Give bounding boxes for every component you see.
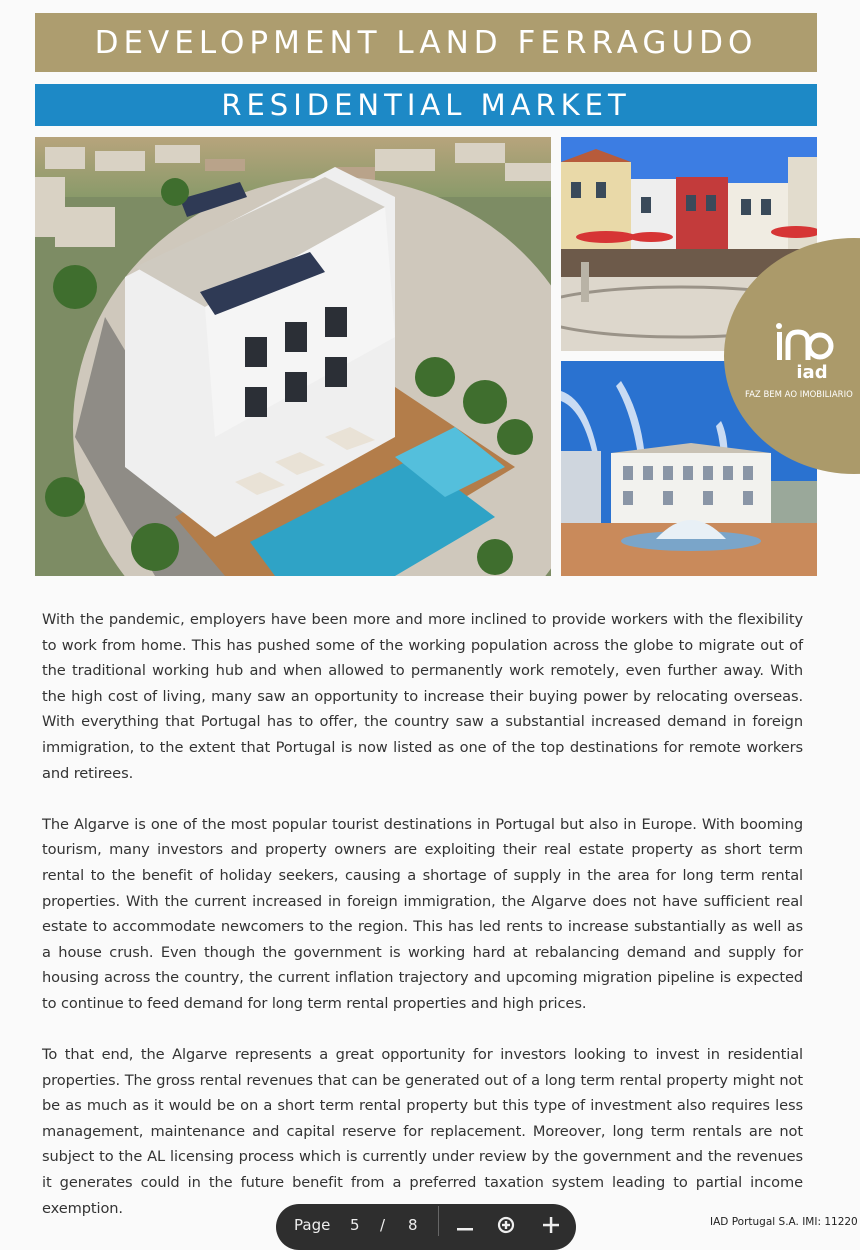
footer-license-note: IAD Portugal S.A. IMI: 11220 xyxy=(710,1216,858,1228)
article-body xyxy=(42,607,803,1247)
page-current[interactable]: 5 xyxy=(350,1216,360,1234)
zoom-out-icon[interactable] xyxy=(454,1214,476,1236)
zoom-in-icon[interactable] xyxy=(540,1214,562,1236)
iad-logo-icon xyxy=(772,320,834,368)
brand-tagline: FAZ BEM AO IMOBILIÁRIO xyxy=(745,390,853,400)
page-navigator xyxy=(276,1204,576,1250)
subtitle-banner xyxy=(35,84,817,126)
paragraph-algarve-tourism: The Algarve is one of the most popular tourist destinations in Portugal but also in Europe. With booming tourism, many investors and property owners are exploiting their real estate property as short term rental to the benefit of holiday seekers, causing a shortage of supply in the area for long term rental properties. With the current increased in foreign immigration, the Algarve does not have sufficient real estate to accommodate newcomers to the region. This has led rents to increase substantially as well as a house crush. Even though the government is working hard at rebalancing demand and supply for housing across the country, the current inflation trajectory and upcoming migration pipeline is expected to continue to feed demand for long term rental properties and high prices. xyxy=(42,815,803,1012)
page-title: DEVELOPMENT LAND FERRAGUDO xyxy=(94,24,758,61)
brand-wordmark: iad xyxy=(796,362,828,383)
zoom-reset-icon[interactable] xyxy=(495,1214,517,1236)
title-banner xyxy=(35,13,817,72)
page-total: 8 xyxy=(408,1216,418,1234)
development-rendering-image xyxy=(35,137,551,576)
page-subtitle: RESIDENTIAL MARKET xyxy=(221,88,631,122)
paragraph-pandemic: With the pandemic, employers have been more and more inclined to provide workers with the flexibility to work from home. This has pushed some of the working population across the globe to migrate out of the traditional working hub and when allowed to permanently work remotely, even further away. With the high cost of living, many saw an opportunity to increase their buying power by relocating overseas. With everything that Portugal has to offer, the country saw a substantial increased demand in foreign immigration, to the extent that Portugal is now listed as one of the top destinations for remote workers and retirees. xyxy=(42,611,803,782)
page-label: Page xyxy=(294,1216,331,1234)
paragraph-investment-opportunity: To that end, the Algarve represents a great opportunity for investors looking to invest in residential properties. The gross rental revenues that can be generated out of a long term rental property might not be as much as it would be on a short term rental property but this type of investment also requires less management, maintenance and capital reserve for replacement. Moreover, long term rentals are not subject to the AL licensing process which is currently under review by the government and the revenues it generates could in the future benefit from a preferred taxation system leading to partial income exemption. xyxy=(42,1046,803,1217)
page-separator: / xyxy=(380,1216,386,1234)
